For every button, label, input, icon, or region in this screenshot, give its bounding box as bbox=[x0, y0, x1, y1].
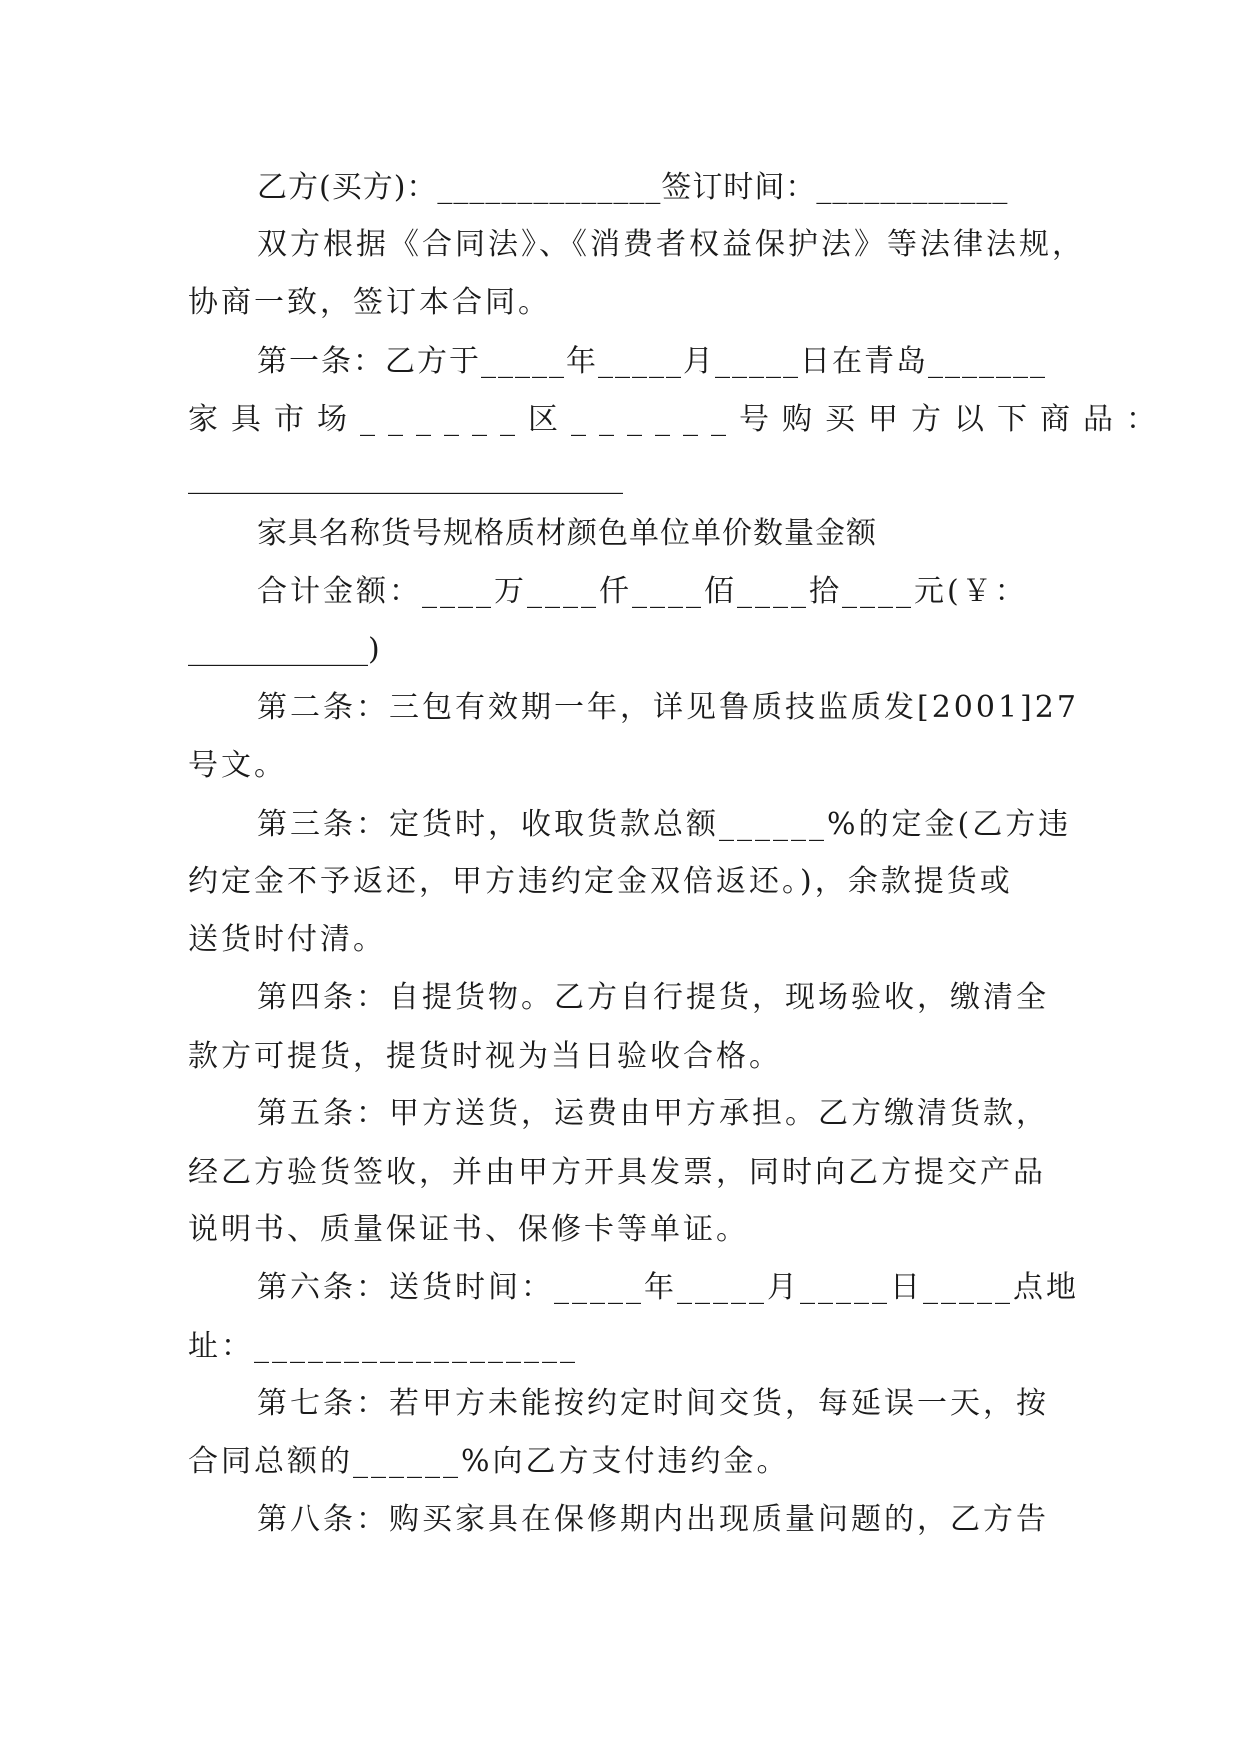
article-3-line-3: 送货时付清。 bbox=[188, 922, 386, 957]
article-6-line-2: 址：__________________ bbox=[188, 1329, 578, 1364]
article-6-line-1: 第六条：送货时间：_____年_____月_____日_____点地 bbox=[257, 1270, 1079, 1305]
preamble-line-1: 双方根据《合同法》、《消费者权益保护法》等法律法规， bbox=[257, 227, 1085, 262]
article-7-line-1: 第七条：若甲方未能按约定时间交货，每延误一天，按 bbox=[257, 1386, 1049, 1421]
article-4-line-2: 款方可提货，提货时视为当日验收合格。 bbox=[188, 1039, 782, 1074]
total-amount-line-1: 合计金额：____万____仟____佰____拾____元(￥： bbox=[257, 574, 1028, 609]
total-amount-line-2: ____________) bbox=[188, 632, 380, 667]
article-2-line-1: 第二条：三包有效期一年，详见鲁质技监质发[2001]27 bbox=[257, 690, 1079, 725]
article-1-blank-line: _____________________________ bbox=[188, 460, 623, 495]
article-1-line-2: 家具市场______区______号购买甲方以下商品： bbox=[188, 402, 1169, 437]
article-1-line-1: 第一条：乙方于_____年_____月_____日在青岛_______ bbox=[257, 344, 1047, 379]
goods-table-header: 家具名称货号规格质材颜色单位单价数量金额 bbox=[257, 516, 877, 551]
article-5-line-1: 第五条：甲方送货，运费由甲方承担。乙方缴清货款， bbox=[257, 1096, 1049, 1131]
buyer-and-signing-date-line: 乙方(买方)：______________签订时间：____________ bbox=[257, 170, 1009, 205]
article-8-line-1: 第八条：购买家具在保修期内出现质量问题的，乙方告 bbox=[257, 1502, 1049, 1537]
article-2-line-2: 号文。 bbox=[188, 748, 287, 783]
article-5-line-2: 经乙方验货签收，并由甲方开具发票，同时向乙方提交产品 bbox=[188, 1155, 1046, 1190]
article-3-line-1: 第三条：定货时，收取货款总额______%的定金(乙方违 bbox=[257, 807, 1072, 842]
article-5-line-3: 说明书、质量保证书、保修卡等单证。 bbox=[188, 1212, 749, 1247]
article-7-line-2: 合同总额的______%向乙方支付违约金。 bbox=[188, 1444, 790, 1479]
article-4-line-1: 第四条：自提货物。乙方自行提货，现场验收，缴清全 bbox=[257, 980, 1049, 1015]
article-3-line-2: 约定金不予返还，甲方违约定金双倍返还。)，余款提货或 bbox=[188, 864, 1013, 899]
preamble-line-2: 协商一致，签订本合同。 bbox=[188, 285, 551, 320]
